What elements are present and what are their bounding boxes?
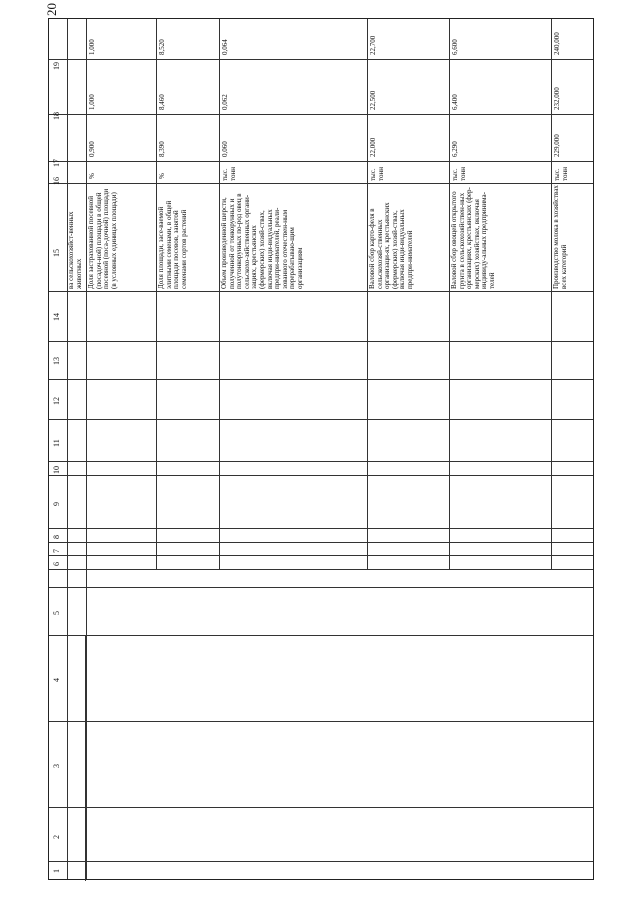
col-num: 3 — [52, 764, 61, 768]
col-num: 15 — [52, 249, 61, 257]
unit: тыс. тонн — [553, 167, 569, 181]
inner-split — [86, 161, 593, 162]
col-border — [49, 721, 593, 722]
value-col19: 6,600 — [451, 39, 459, 55]
row-border — [156, 19, 157, 569]
row-border — [367, 19, 368, 569]
value-col19: 22,700 — [369, 35, 377, 55]
value-col19: 8,520 — [158, 39, 166, 55]
col-num: 7 — [52, 549, 61, 553]
unit: тыс. тонн — [369, 167, 385, 181]
col-num: 11 — [52, 439, 61, 447]
col-num: 13 — [52, 357, 61, 365]
row-border — [219, 19, 220, 569]
unit: тыс. тонн — [451, 167, 467, 181]
col-border — [49, 807, 593, 808]
col-border — [49, 379, 593, 380]
value-col19: 240,000 — [553, 32, 561, 55]
col-border — [49, 341, 593, 342]
header-border — [67, 19, 68, 879]
value-col17: 22,000 — [369, 137, 377, 157]
indicator-name: Доля площади, засе-ваемой элитными семенами, в общей площади посевов, занятой семенами сортов растений — [157, 200, 188, 289]
col-border — [49, 569, 593, 570]
value-col17: 6,290 — [451, 141, 459, 157]
col-num: 18 — [52, 112, 61, 120]
col-border — [49, 542, 593, 543]
row-border — [85, 635, 86, 881]
col-border — [49, 528, 593, 529]
rotated-table — [48, 18, 594, 880]
value-col18: 1,000 — [88, 94, 96, 110]
col-num: 9 — [52, 502, 61, 506]
col-num: 12 — [52, 397, 61, 405]
value-col18: 8,460 — [158, 94, 166, 110]
col-border — [49, 861, 593, 862]
value-col17: 229,000 — [553, 134, 561, 157]
row-border — [449, 19, 450, 569]
col-num: 5 — [52, 611, 61, 615]
unit: % — [158, 173, 166, 179]
col-border — [49, 183, 593, 184]
value-col19: 1,000 — [88, 39, 96, 55]
col-border — [49, 635, 593, 636]
value-col18: 22,500 — [369, 90, 377, 110]
col-num: 4 — [52, 678, 61, 682]
unit: тыс. тонн — [221, 167, 237, 181]
value-col18: 6,400 — [451, 94, 459, 110]
col-num: 17 — [52, 159, 61, 167]
col-num: 8 — [52, 535, 61, 539]
col-num: 1 — [52, 869, 61, 873]
value-col18: 0,062 — [221, 94, 229, 110]
col-border — [49, 291, 593, 292]
indicator-name: Объем произведенной шерсти, полученной от тонкорунных и полутонкорунных по-род овец в сельскохо-зяйственных органи-зациях, крестьянских (фермерских) хозяй-ствах, включая инди-видуальных предпри-нимателей, реали-зованного отечествен-ным перерабатываю-щим организациям — [220, 193, 304, 289]
col-num: 10 — [52, 466, 61, 474]
row-border — [86, 19, 87, 879]
col-border — [49, 475, 593, 476]
indicator-name: ва сельскохозяйст-венных животных — [67, 211, 83, 289]
page-number: 20 — [44, 3, 59, 16]
col-num: 14 — [52, 313, 61, 321]
col-border — [49, 555, 593, 556]
col-num: 16 — [52, 177, 61, 185]
indicator-name: Доля застрахованной посевной (посадоч-ной) площади в общей посевной (поса-дочной) площади (в условных единицах площади) — [87, 188, 118, 289]
col-border — [49, 587, 593, 588]
col-num: 2 — [52, 835, 61, 839]
col-border — [49, 59, 593, 60]
col-border — [49, 419, 593, 420]
value-col17: 0,060 — [221, 141, 229, 157]
indicator-name: Валовой сбор карто-феля в сельскохозяй-ственных организаци-ях, крестьянских (фермерских) хозяй-ствах, включая инди-видуальных предпри-нимателей — [368, 202, 414, 289]
col-border — [49, 461, 593, 462]
value-col17: 0,900 — [88, 141, 96, 157]
col-border — [49, 114, 593, 115]
value-col18: 232,000 — [553, 87, 561, 110]
col-num: 19 — [52, 62, 61, 70]
indicator-name: Валовой сбор овощей открытого грунта в сельскохозяйствен-ных организациях, крестьянских (фер-мерских) хозяйствах, включая индивиду-альных предпринима-телей — [450, 187, 496, 289]
row-border — [551, 19, 552, 569]
unit: % — [88, 173, 96, 179]
indicator-name: Производство молока в хозяйствах всех категорий — [552, 185, 568, 289]
value-col19: 0,064 — [221, 39, 229, 55]
col-num: 6 — [52, 562, 61, 566]
value-col17: 8,390 — [158, 141, 166, 157]
